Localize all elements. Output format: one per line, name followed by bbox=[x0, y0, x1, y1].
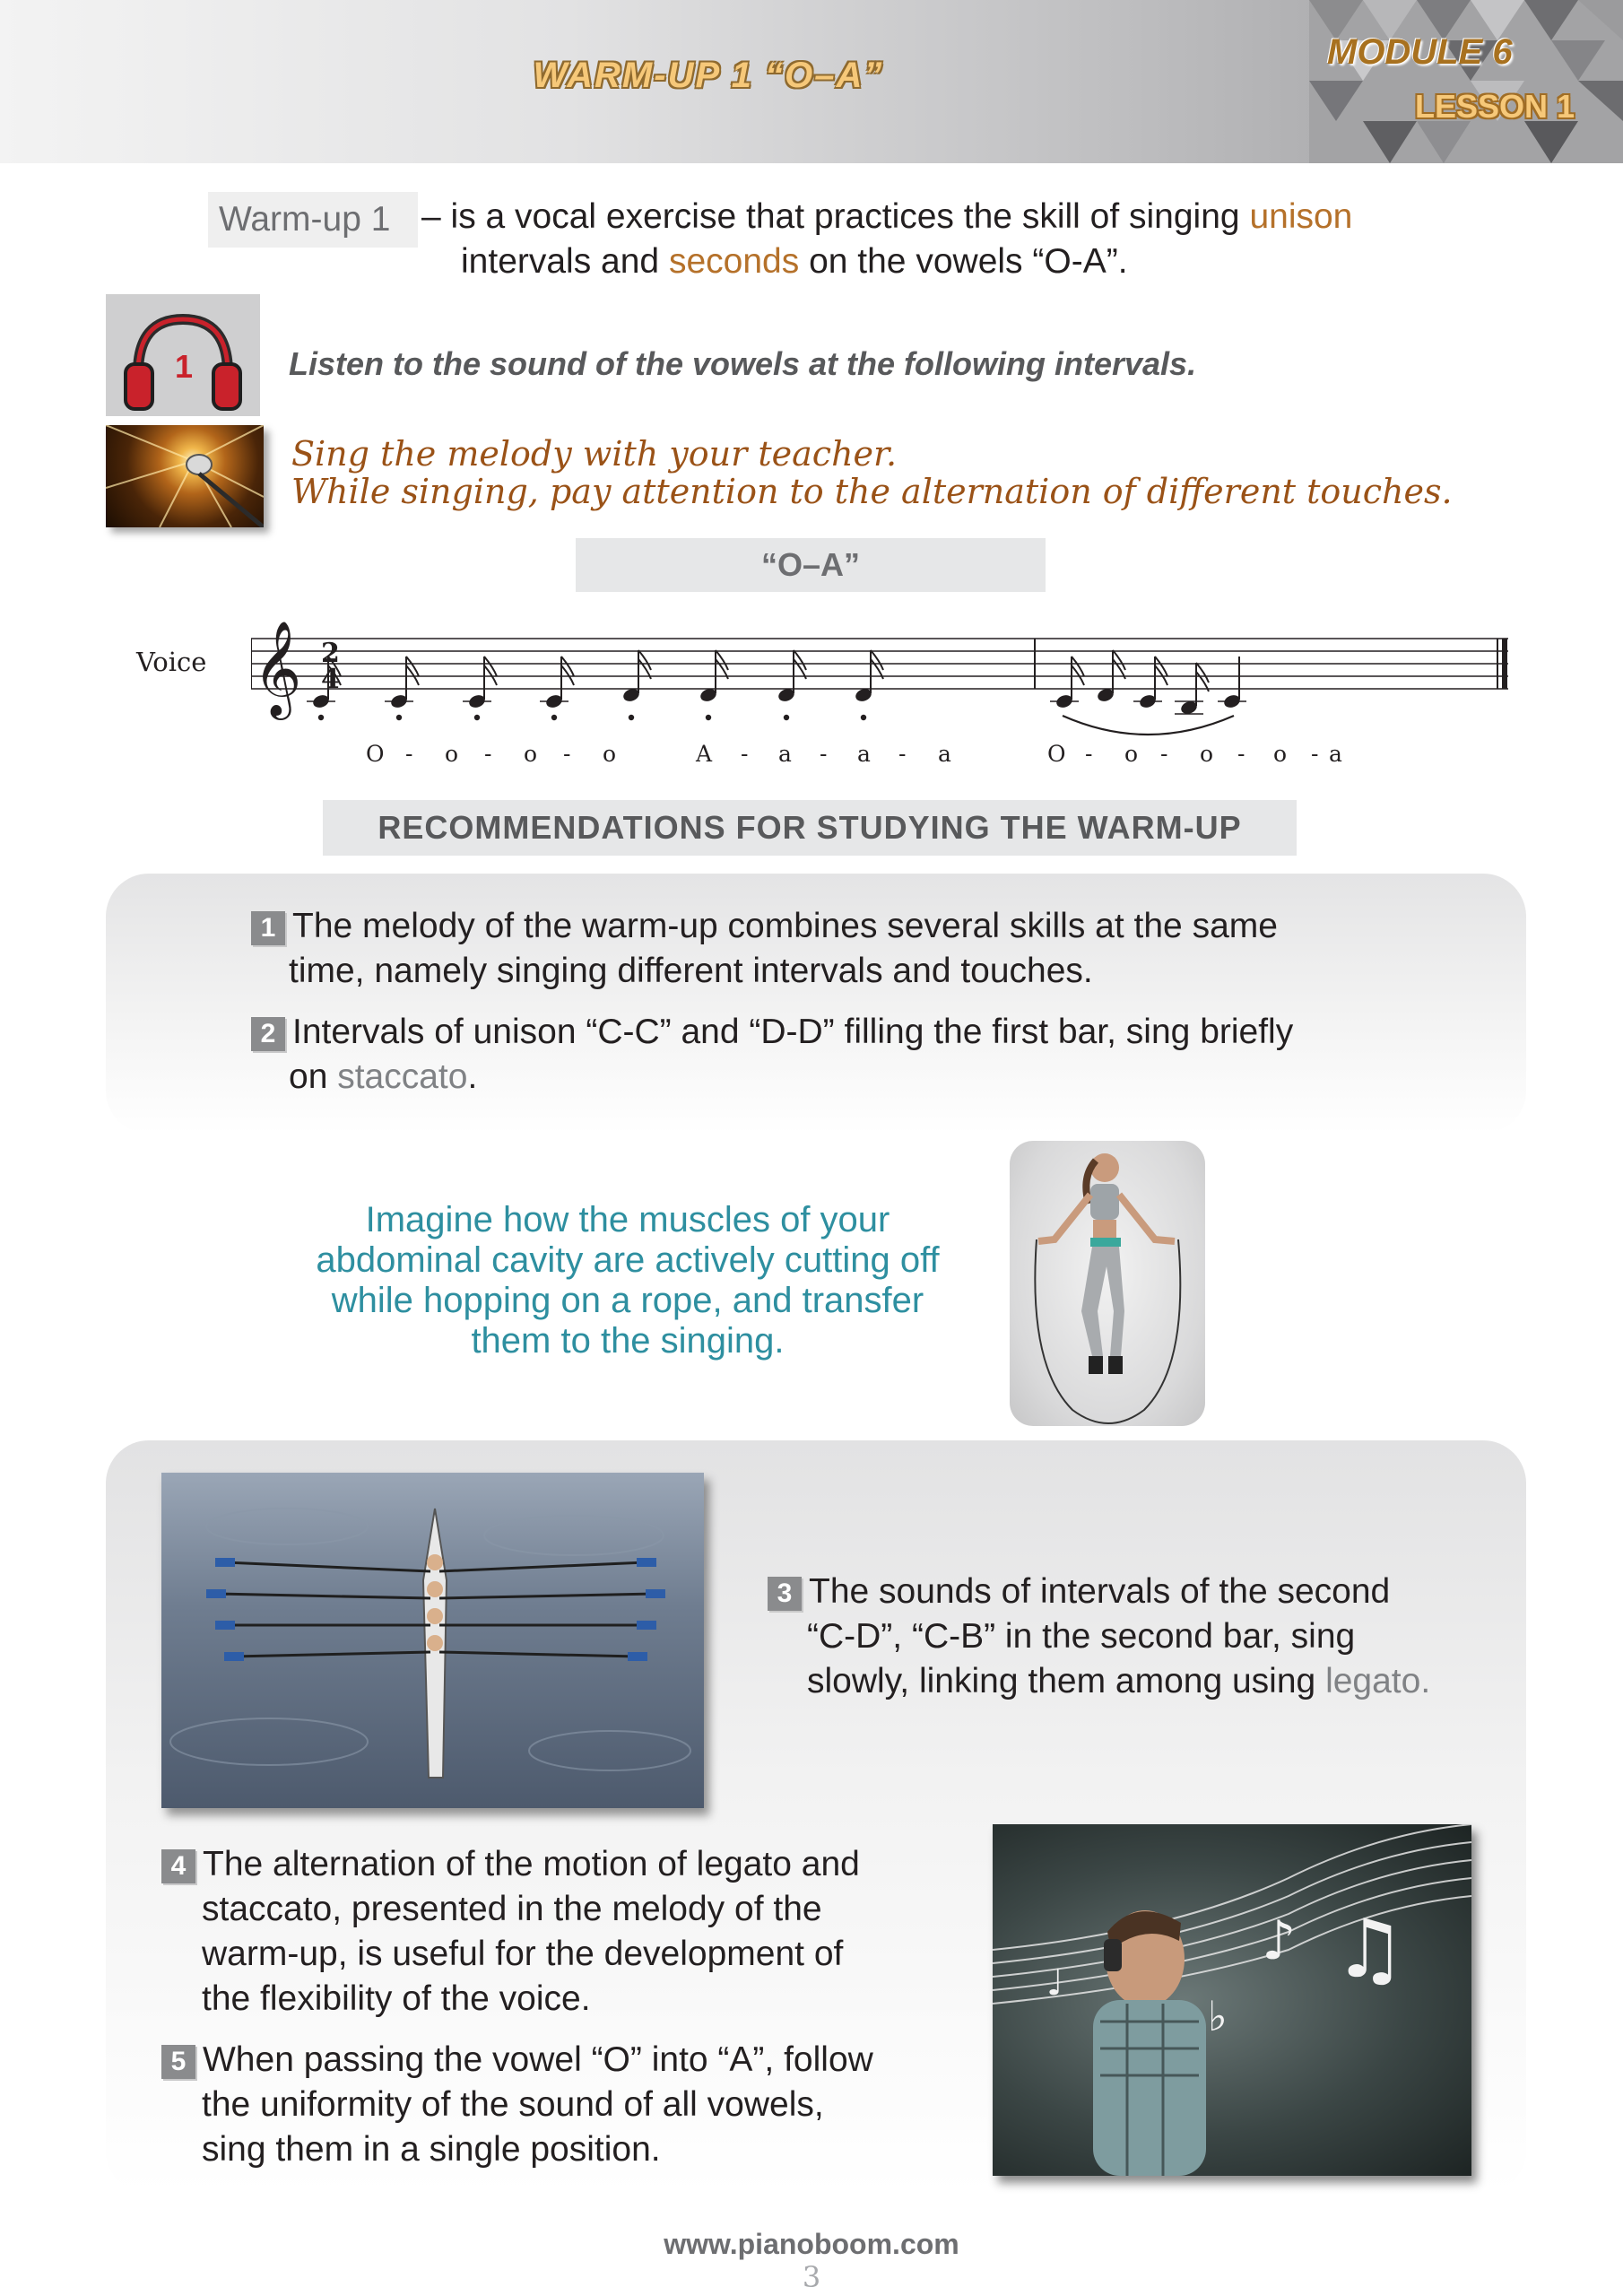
recommendation-item-3 bbox=[768, 1570, 1390, 1614]
lyric-syllable: - bbox=[1237, 741, 1245, 767]
svg-text:♪: ♪ bbox=[1262, 1909, 1297, 1972]
intro-line-1 bbox=[421, 197, 1352, 237]
item-number-badge: 2 bbox=[251, 1017, 285, 1051]
lyric-syllable: - bbox=[405, 741, 413, 767]
intro-text: intervals and bbox=[461, 242, 669, 281]
term-legato: legato. bbox=[1325, 1662, 1431, 1700]
recommendation-item-1-line-2: time, namely singing different intervals and touches. bbox=[289, 952, 1093, 990]
note-staccato bbox=[699, 650, 728, 720]
item-text: When passing the vowel “O” into “A”, follow bbox=[203, 2040, 873, 2079]
slur bbox=[1063, 716, 1234, 735]
lyric-syllable: o bbox=[445, 741, 459, 767]
microphone-photo bbox=[106, 425, 264, 527]
lyric-syllable: o bbox=[603, 741, 617, 767]
sing-instruction-line-2: While singing, pay attention to the alternation of different touches. bbox=[291, 472, 1453, 511]
recommendation-item-5-line-3: sing them in a single position. bbox=[202, 2130, 661, 2169]
score-title: “O–A” bbox=[576, 538, 1046, 592]
module-label: MODULE 6 bbox=[1327, 32, 1513, 72]
callout-line: abdominal cavity are actively cutting off bbox=[316, 1240, 940, 1280]
item-number-badge: 4 bbox=[161, 1849, 195, 1883]
lyric-syllable: - bbox=[1085, 741, 1093, 767]
intro-line-2 bbox=[461, 242, 1128, 282]
item-text: on bbox=[289, 1057, 338, 1096]
sing-instruction-line-1: Sing the melody with your teacher. bbox=[291, 434, 898, 474]
intro-accent-unison: unison bbox=[1249, 197, 1353, 236]
callout-line: Imagine how the muscles of your bbox=[365, 1200, 890, 1239]
item-text: The sounds of intervals of the second bbox=[809, 1572, 1391, 1611]
audio-track-button[interactable] bbox=[106, 294, 260, 416]
lyric-syllable: - bbox=[484, 741, 492, 767]
recommendation-item-4-line-2: staccato, presented in the melody of the bbox=[202, 1890, 822, 1928]
recommendation-item-3-line-2: “C-D”, “C-B” in the second bar, sing bbox=[807, 1617, 1356, 1656]
recommendations-heading: RECOMMENDATIONS FOR STUDYING THE WARM-UP bbox=[323, 800, 1297, 856]
svg-text:♭: ♭ bbox=[1208, 1992, 1228, 2040]
rowing-photo bbox=[161, 1473, 704, 1808]
recommendation-item-1 bbox=[251, 904, 1278, 949]
callout-line: them to the singing. bbox=[471, 1321, 785, 1361]
lyric-syllable: - bbox=[898, 741, 907, 767]
lesson-label: LESSON 1 bbox=[1415, 88, 1575, 125]
treble-clef-icon: 𝄞 bbox=[253, 620, 302, 716]
recommendation-item-2 bbox=[251, 1010, 1293, 1055]
music-headphones-photo bbox=[993, 1824, 1471, 2176]
lyric-syllable: - bbox=[820, 741, 828, 767]
listen-instruction: Listen to the sound of the vowels at the following intervals. bbox=[289, 345, 1197, 382]
page-title: WARM-UP 1 “O–A” bbox=[533, 56, 884, 95]
svg-text:♫: ♫ bbox=[1333, 1902, 1406, 1996]
lyric-syllable: - bbox=[1311, 741, 1319, 767]
item-number-badge: 5 bbox=[161, 2045, 195, 2079]
recommendation-item-3-line-3 bbox=[807, 1659, 1430, 1704]
item-text: The melody of the warm-up combines several skills at the same bbox=[292, 907, 1278, 945]
intro-text: on the vowels “O-A”. bbox=[799, 242, 1128, 281]
lyric-syllable: o bbox=[1124, 741, 1139, 767]
callout-line: while hopping on a rope, and transfer bbox=[331, 1281, 924, 1320]
intro-accent-seconds: seconds bbox=[668, 242, 800, 281]
time-signature-top: 2 bbox=[321, 638, 340, 669]
lyric-syllable: a bbox=[778, 741, 792, 767]
lyric-syllable: o bbox=[1200, 741, 1214, 767]
lyric-syllable: a bbox=[857, 741, 871, 767]
track-number: 1 bbox=[174, 348, 194, 385]
lyric-syllable: O bbox=[1047, 741, 1066, 767]
recommendation-item-4-line-3: warm-up, is useful for the development of bbox=[202, 1935, 844, 1973]
recommendation-item-4-line-4: the flexibility of the voice. bbox=[202, 1979, 591, 2018]
lyric-syllable: o bbox=[1273, 741, 1288, 767]
note-legato bbox=[1218, 657, 1246, 709]
lyric-syllable: O bbox=[366, 741, 385, 767]
item-text: Intervals of unison “C-C” and “D-D” filling the first bar, sing briefly bbox=[292, 1013, 1294, 1051]
lyric-syllable: - bbox=[563, 741, 571, 767]
imagine-callout bbox=[287, 1200, 968, 1361]
jump-rope-photo bbox=[1010, 1141, 1205, 1426]
lyric-syllable: o bbox=[524, 741, 538, 767]
lyric-syllable: a bbox=[1329, 741, 1342, 767]
term-staccato: staccato bbox=[337, 1057, 468, 1096]
recommendation-item-5-line-2: the uniformity of the sound of all vowels, bbox=[202, 2085, 824, 2124]
svg-text:♩: ♩ bbox=[1046, 1962, 1063, 2004]
voice-label: Voice bbox=[136, 647, 207, 677]
item-text: . bbox=[467, 1057, 478, 1096]
page-number: 3 bbox=[802, 2260, 821, 2294]
item-number-badge: 3 bbox=[768, 1577, 802, 1611]
note-legato bbox=[1133, 657, 1167, 709]
note-legato bbox=[1050, 657, 1084, 709]
lyric-syllable: - bbox=[741, 741, 749, 767]
warmup-tag: Warm-up 1 bbox=[208, 192, 418, 248]
lyric-syllable: A bbox=[696, 741, 713, 767]
lyric-syllable: a bbox=[938, 741, 951, 767]
intro-text: – is a vocal exercise that practices the skill of singing bbox=[421, 197, 1250, 236]
item-text: The alternation of the motion of legato and bbox=[203, 1845, 860, 1883]
item-text: slowly, linking them among using bbox=[807, 1662, 1326, 1700]
footer-url[interactable]: www.pianoboom.com bbox=[664, 2228, 959, 2260]
note-staccato bbox=[777, 650, 806, 720]
recommendation-item-5 bbox=[161, 2038, 873, 2083]
note-staccato bbox=[854, 650, 883, 720]
recommendation-item-2-line-2 bbox=[289, 1055, 477, 1100]
time-signature-bottom: 4 bbox=[321, 664, 340, 695]
item-number-badge: 1 bbox=[251, 911, 285, 945]
recommendation-item-4 bbox=[161, 1842, 860, 1887]
note-staccato bbox=[621, 650, 651, 720]
lyric-syllable: - bbox=[1160, 741, 1168, 767]
